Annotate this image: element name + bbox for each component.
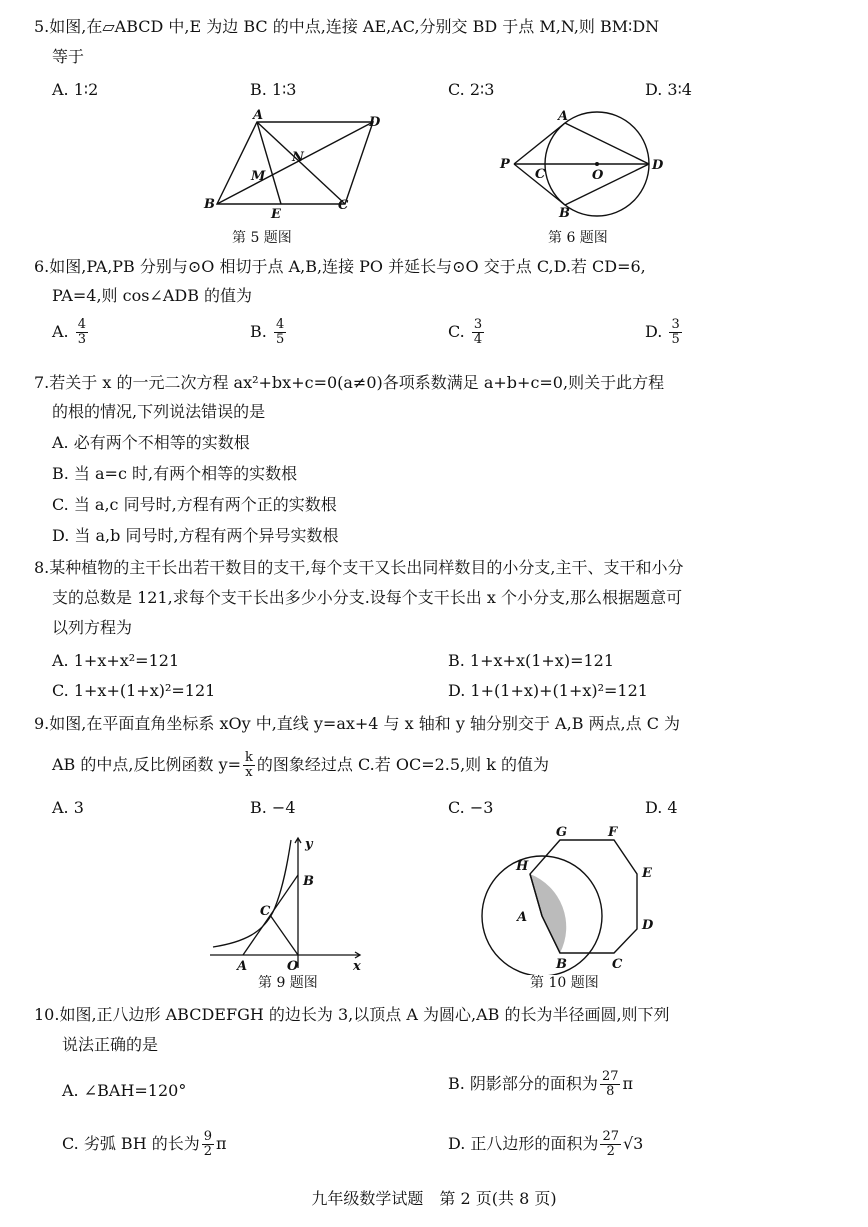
q6-option-d [645, 318, 684, 347]
q8-stem-line1: 8.某种植物的主干长出若干数目的支干,每个支干又长出同样数目的小分支,主干、支干和小分 [34, 558, 684, 577]
q6-option-b-label: B. [250, 322, 267, 341]
q6-option-a [52, 318, 90, 347]
q9-k-over-x-fraction: $\frac{k}{x}$ [245, 750, 253, 780]
q10-stem-line1: 10.如图,正八边形 ABCDEFGH 的边长为 3,以顶点 A 为圆心,AB 的长为半径画圆,则下列 [34, 1005, 670, 1024]
q7-option-b: B. 当 a=c 时,有两个相等的实数根 [52, 464, 298, 483]
fig9-label-o: O [287, 959, 299, 974]
q9-option-a: A. 3 [52, 798, 84, 817]
q10-option-b-pi: π [622, 1074, 633, 1093]
q6-stem-line1: 6.如图,PA,PB 分别与⊙O 相切于点 A,B,连接 PO 并延长与⊙O 交于点 C,D.若 CD=6, [34, 257, 646, 276]
figure-6-circle-tangents [495, 106, 675, 224]
fig5-label-n: N [292, 150, 304, 165]
q10-option-d-text: D. 正八边形的面积为 [448, 1134, 599, 1153]
q10-stem-line2: 说法正确的是 [62, 1035, 159, 1054]
q5-option-a: A. 1∶2 [52, 80, 99, 99]
figure-5-parallelogram [195, 108, 395, 223]
q8-stem-line3: 以列方程为 [52, 618, 133, 637]
figure-6-caption: 第 6 题图 [548, 230, 608, 246]
fig9-label-x: x [353, 959, 361, 974]
q10-option-d-fraction: $\frac{27}{2}$ [602, 1129, 619, 1159]
q5-option-c: C. 2∶3 [448, 80, 495, 99]
q7-option-c: C. 当 a,c 同号时,方程有两个正的实数根 [52, 495, 337, 514]
fig5-label-e: E [271, 207, 281, 222]
fig9-label-a: A [237, 959, 248, 974]
q10-option-c-pi: π [216, 1134, 227, 1153]
q5-option-d: D. 3∶4 [645, 80, 692, 99]
fig6-label-b: B [559, 206, 570, 221]
q10-option-b-text: B. 阴影部分的面积为 [448, 1074, 598, 1093]
q6-option-a-label: A. [52, 322, 69, 341]
q5-stem-line1: 5.如图,在▱ABCD 中,E 为边 BC 的中点,连接 AE,AC,分别交 BD 于点 M,N,则 BM∶DN [34, 17, 660, 36]
figure-5-caption: 第 5 题图 [232, 230, 292, 246]
fig6-label-o: O [592, 168, 604, 183]
fig10-label-e: E [642, 866, 652, 881]
fig9-label-c: C [260, 904, 271, 919]
fig6-label-c: C [535, 167, 546, 182]
figure-10-caption: 第 10 题图 [530, 975, 599, 991]
q9-stem-line2-part1: AB 的中点,反比例函数 y= [52, 755, 242, 774]
q8-option-c: C. 1+x+(1+x)²=121 [52, 681, 216, 700]
q10-option-c [62, 1130, 227, 1159]
q10-option-d-sqrt3: √3 [622, 1134, 644, 1153]
q7-option-d: D. 当 a,b 同号时,方程有两个异号实数根 [52, 526, 339, 545]
q8-option-b: B. 1+x+x(1+x)=121 [448, 651, 615, 670]
q9-option-b: B. −4 [250, 798, 296, 817]
fig5-label-c: C [338, 198, 349, 213]
q8-stem-line2: 支的总数是 121,求每个支干长出多少小分支.设每个支干长出 x 个小分支,那么根据题意可 [52, 588, 683, 607]
q10-option-b [448, 1070, 633, 1099]
figure-9-caption: 第 9 题图 [258, 975, 318, 991]
q10-option-a: A. ∠BAH=120° [62, 1081, 187, 1100]
q10-option-c-fraction: $\frac{9}{2}$ [203, 1129, 213, 1159]
figure-9-coordinate-graph [205, 830, 370, 975]
q6-option-a-fraction: $\frac{4}{3}$ [77, 317, 87, 347]
fig5-label-m: M [251, 169, 266, 184]
q10-option-d [448, 1130, 643, 1159]
q6-option-d-fraction: $\frac{3}{5}$ [671, 317, 680, 347]
fig10-label-d: D [642, 918, 654, 933]
q8-option-d: D. 1+(1+x)+(1+x)²=121 [448, 681, 648, 700]
fig5-label-a: A [253, 108, 264, 123]
fig5-label-d: D [369, 115, 381, 130]
fig10-label-c: C [612, 957, 623, 972]
q6-option-b-fraction: $\frac{4}{5}$ [275, 317, 285, 347]
q7-option-a: A. 必有两个不相等的实数根 [52, 433, 250, 452]
fig5-label-b: B [204, 197, 215, 212]
q6-stem-line2: PA=4,则 cos∠ADB 的值为 [52, 286, 253, 305]
fig10-label-h: H [516, 859, 529, 874]
fig6-label-d: D [652, 158, 664, 173]
fig10-label-a: A [517, 910, 528, 925]
fig6-label-p: P [500, 157, 510, 172]
fig10-label-g: G [556, 825, 568, 840]
q5-stem-line2: 等于 [52, 47, 85, 66]
q7-stem-line2: 的根的情况,下列说法错误的是 [52, 402, 266, 421]
q10-option-b-fraction: $\frac{27}{8}$ [601, 1069, 619, 1099]
q9-stem-line2 [52, 751, 549, 780]
page-footer: 九年级数学试题 第 2 页(共 8 页) [311, 1189, 557, 1208]
q9-stem-line2-part2: 的图象经过点 C.若 OC=2.5,则 k 的值为 [256, 755, 550, 774]
q9-option-d: D. 4 [645, 798, 678, 817]
fig6-label-a: A [558, 109, 569, 124]
fig10-label-b: B [556, 957, 567, 972]
q6-option-c-fraction: $\frac{3}{4}$ [473, 317, 483, 347]
q6-option-d-label: D. [645, 322, 663, 341]
fig9-label-b: B [303, 874, 314, 889]
q6-option-c [448, 318, 486, 347]
figure-10-octagon-circle [470, 820, 670, 975]
q9-option-c: C. −3 [448, 798, 494, 817]
fig9-label-y: y [305, 837, 313, 852]
q5-option-b: B. 1∶3 [250, 80, 297, 99]
q8-option-a: A. 1+x+x²=121 [52, 651, 180, 670]
q6-option-b [250, 318, 288, 347]
q6-option-c-label: C. [448, 322, 465, 341]
fig10-label-f: F [608, 825, 618, 840]
q9-stem-line1: 9.如图,在平面直角坐标系 xOy 中,直线 y=ax+4 与 x 轴和 y 轴分别交于 A,B 两点,点 C 为 [34, 714, 681, 733]
q10-option-c-text: C. 劣弧 BH 的长为 [62, 1134, 200, 1153]
q7-stem-line1: 7.若关于 x 的一元二次方程 ax²+bx+c=0(a≠0)各项系数满足 a+b+c=0,则关于此方程 [34, 373, 665, 392]
